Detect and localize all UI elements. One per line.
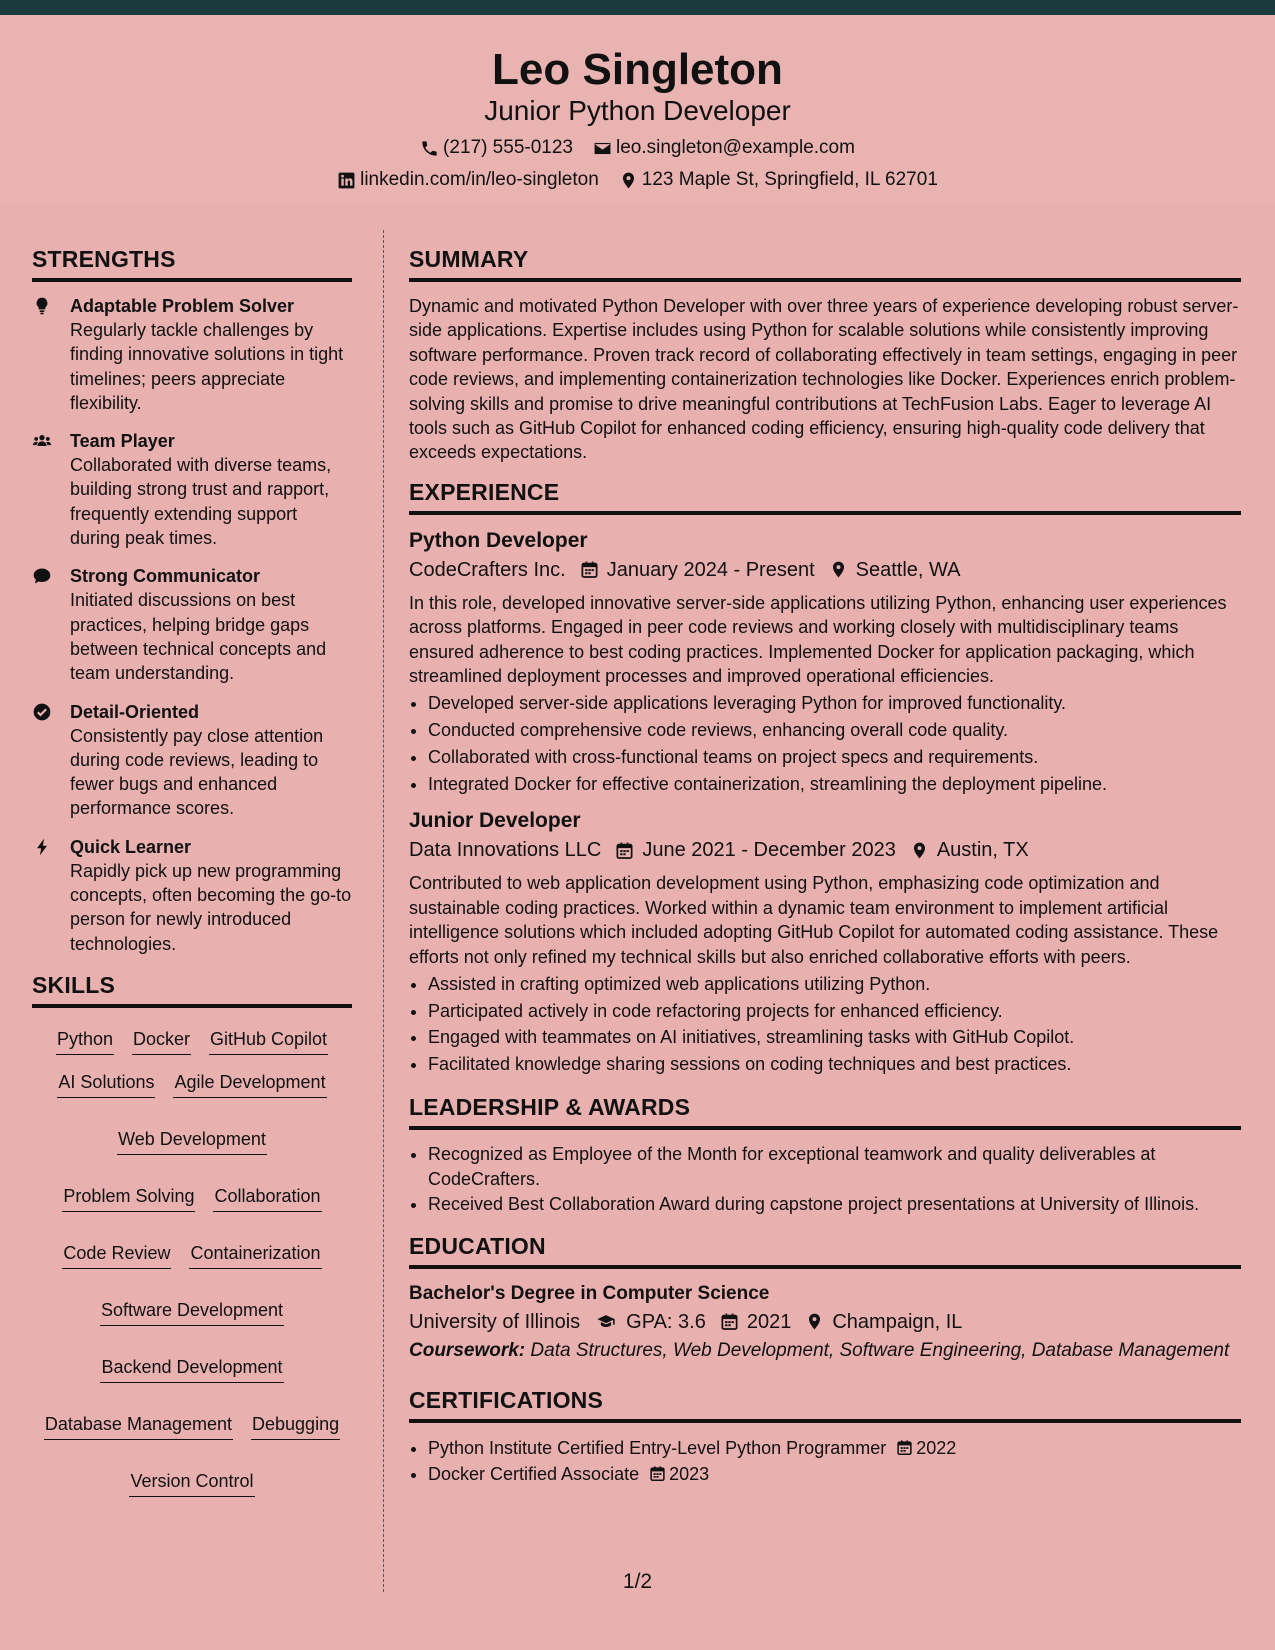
phone-contact: [420, 136, 573, 160]
job-bullets: [409, 971, 1241, 1078]
page-number: 1/2: [622, 1570, 653, 1593]
job-description: In this role, developed innovative server-side applications utilizing Python, enhancing user experiences across platforms. Engaged in peer code reviews and working closely with multidisciplinary teams ensured adherence to best coding practices. Implemented Docker for application packaging, which streamlined deployment processes and improved operational efficiencies.: [409, 592, 1227, 687]
skill-tag: Problem Solving: [62, 1183, 195, 1212]
bolt-icon: [32, 837, 52, 857]
email-text[interactable]: leo.singleton@example.com: [615, 137, 855, 158]
check-circle-icon: [32, 702, 52, 722]
map-marker-icon: [619, 171, 638, 190]
phone-icon: [420, 139, 439, 158]
resume-header: [0, 15, 1275, 205]
education-heading: EDUCATION: [409, 1231, 1241, 1269]
leadership-list: [409, 1142, 1241, 1217]
calendar-icon: [615, 841, 634, 860]
map-marker-icon: [910, 841, 929, 860]
skill-tag: GitHub Copilot: [209, 1026, 328, 1055]
phone-text: (217) 555-0123: [443, 137, 573, 158]
school-name: University of Illinois: [409, 1310, 581, 1333]
job-location: Austin, TX: [936, 839, 1029, 862]
skill-tag: Agile Development: [173, 1069, 326, 1098]
linkedin-icon: [337, 171, 356, 190]
cert-year: 2023: [669, 1464, 710, 1485]
lightbulb-icon: [32, 296, 52, 316]
linkedin-contact[interactable]: [337, 168, 599, 192]
comment-icon: [32, 566, 52, 586]
strength-title: Detail-Oriented: [70, 701, 200, 722]
bullet-item: • Collaborated with cross-functional teams on project specs and requirements.: [428, 744, 1241, 771]
gpa-text: GPA: 3.6: [626, 1310, 706, 1333]
graduation-cap-icon: [594, 1312, 618, 1331]
cert-name: Python Institute Certified Entry-Level Python Programmer: [428, 1437, 887, 1458]
job-location: Seattle, WA: [855, 558, 961, 581]
cert-year: 2022: [916, 1437, 957, 1458]
skill-tag: Web Development: [117, 1126, 267, 1155]
right-column: [409, 244, 1241, 1498]
coursework: [409, 1339, 1241, 1363]
calendar-icon: [720, 1312, 739, 1331]
strength-item: [32, 429, 352, 550]
degree-title: Bachelor's Degree in Computer Science: [409, 1282, 770, 1304]
strengths-heading: STRENGTHS: [32, 244, 352, 282]
skill-tag: Collaboration: [213, 1183, 321, 1212]
strength-title: Strong Communicator: [70, 566, 261, 587]
skill-tag: AI Solutions: [57, 1069, 155, 1098]
certifications-list: [409, 1435, 1241, 1488]
coursework-text: Data Structures, Web Development, Software Engineering, Database Management: [530, 1339, 1230, 1361]
skill-tag: Python: [56, 1026, 114, 1055]
bullet-item: • Facilitated knowledge sharing sessions on coding techniques and best practices.: [428, 1051, 1241, 1078]
address-contact: [619, 168, 938, 192]
strength-desc: Rapidly pick up new programming concepts, often becoming the go-to person for newly introduced technologies.: [70, 860, 352, 954]
award-item: • Recognized as Employee of the Month for exceptional teamwork and quality deliverables at CodeCrafters.: [428, 1142, 1241, 1192]
strength-item: [32, 294, 352, 415]
skills-list: [32, 1020, 352, 1497]
candidate-title: Junior Python Developer: [484, 95, 791, 126]
skills-heading: SKILLS: [32, 970, 352, 1008]
address-text: 123 Maple St, Springfield, IL 62701: [641, 169, 938, 190]
job-dates: June 2021 - December 2023: [642, 839, 896, 862]
skill-tag: Software Development: [100, 1297, 284, 1326]
contact-row-2: [0, 168, 1275, 192]
calendar-icon: [896, 1439, 913, 1456]
calendar-icon: [649, 1465, 666, 1482]
calendar-icon: [580, 560, 599, 579]
certification-item: [428, 1435, 1241, 1462]
map-marker-icon: [829, 560, 848, 579]
skill-tag: Debugging: [251, 1411, 340, 1440]
bullet-item: • Engaged with teammates on AI initiatives, streamlining tasks with GitHub Copilot.: [428, 1024, 1241, 1051]
job-description: Contributed to web application development using Python, emphasizing code optimization and sustainable coding practices. Worked within a dynamic team environment to implement artificial intelligence solutions which included adopting GitHub Copilot for automated coding assistance. These efforts not only refined my technical skills but also enriched collaborative efforts with peers.: [409, 873, 1219, 967]
graduation-year: 2021: [746, 1310, 792, 1333]
skill-tag: Backend Development: [100, 1354, 283, 1383]
award-item: • Received Best Collaboration Award during capstone project presentations at University of Illinois.: [428, 1192, 1241, 1217]
job-entry: [409, 527, 1241, 797]
strength-desc: Regularly tackle challenges by finding innovative solutions in tight timelines; peers appreciate flexibility.: [70, 320, 344, 413]
email-contact[interactable]: [593, 136, 855, 160]
skill-tag: Database Management: [44, 1411, 233, 1440]
contact-row-1: [0, 136, 1275, 160]
school-location: Champaign, IL: [832, 1310, 963, 1333]
job-meta: [409, 555, 1241, 585]
job-bullets: [409, 690, 1241, 797]
job-company: CodeCrafters Inc.: [409, 558, 566, 581]
certification-item: [428, 1461, 1241, 1488]
job-title: Junior Developer: [409, 809, 581, 833]
coursework-label: Coursework:: [409, 1339, 526, 1361]
certifications-heading: CERTIFICATIONS: [409, 1385, 1241, 1423]
job-dates: January 2024 - Present: [606, 558, 815, 581]
strength-item: [32, 564, 352, 685]
summary-heading: SUMMARY: [409, 244, 1241, 282]
job-entry: [409, 807, 1241, 1077]
strength-desc: Collaborated with diverse teams, building strong trust and rapport, frequently extending support during peak times.: [70, 455, 332, 549]
bullet-item: • Developed server-side applications leveraging Python for improved functionality.: [428, 690, 1241, 717]
linkedin-text[interactable]: linkedin.com/in/leo-singleton: [360, 169, 599, 190]
top-accent-bar: [0, 0, 1275, 15]
job-title: Python Developer: [409, 528, 588, 552]
candidate-name: Leo Singleton: [492, 45, 783, 94]
skill-tag: Code Review: [62, 1240, 171, 1269]
strength-desc: Initiated discussions on best practices, helping bridge gaps between technical concepts and team understanding.: [70, 590, 327, 684]
skill-tag: Version Control: [129, 1468, 254, 1497]
cert-name: Docker Certified Associate: [428, 1464, 640, 1485]
education-meta: [409, 1307, 1241, 1337]
summary-text: Dynamic and motivated Python Developer with over three years of experience developing robust server-side applications. Expertise includes using Python for scalable solutions while consistently improving software performance. Proven track record of collaborating effectively in team settings, engaging in peer code reviews, and implementing containerization technologies like Docker. Experiences enrich problem-solving skills and promise to drive meaningful contributions at TechFusion Labs. Eager to leverage AI tools such as GitHub Copilot for enhanced coding efficiency, ensuring high-quality code delivery that exceeds expectations.: [409, 296, 1239, 463]
envelope-icon: [593, 139, 612, 158]
map-marker-icon: [805, 1312, 824, 1331]
strength-title: Team Player: [70, 431, 175, 452]
column-divider: [383, 230, 384, 1592]
strength-title: Adaptable Problem Solver: [70, 296, 295, 316]
bullet-item: • Assisted in crafting optimized web applications utilizing Python.: [428, 971, 1241, 998]
strength-item: [32, 700, 352, 821]
bullet-item: • Conducted comprehensive code reviews, enhancing overall code quality.: [428, 717, 1241, 744]
skill-tag: Containerization: [189, 1240, 321, 1269]
job-meta: [409, 835, 1241, 865]
bullet-item: • Participated actively in code refactoring projects for enhanced efficiency.: [428, 998, 1241, 1025]
bullet-item: • Integrated Docker for effective containerization, streamlining the deployment pipeline.: [428, 771, 1241, 798]
leadership-heading: LEADERSHIP & AWARDS: [409, 1092, 1241, 1130]
experience-heading: EXPERIENCE: [409, 477, 1241, 515]
strength-title: Quick Learner: [70, 836, 192, 857]
strength-item: [32, 835, 352, 956]
job-company: Data Innovations LLC: [409, 839, 602, 862]
skill-tag: Docker: [132, 1026, 191, 1055]
left-column: [32, 244, 352, 1497]
users-icon: [32, 431, 52, 451]
strength-desc: Consistently pay close attention during code reviews, leading to fewer bugs and enhanced performance scores.: [70, 725, 324, 819]
